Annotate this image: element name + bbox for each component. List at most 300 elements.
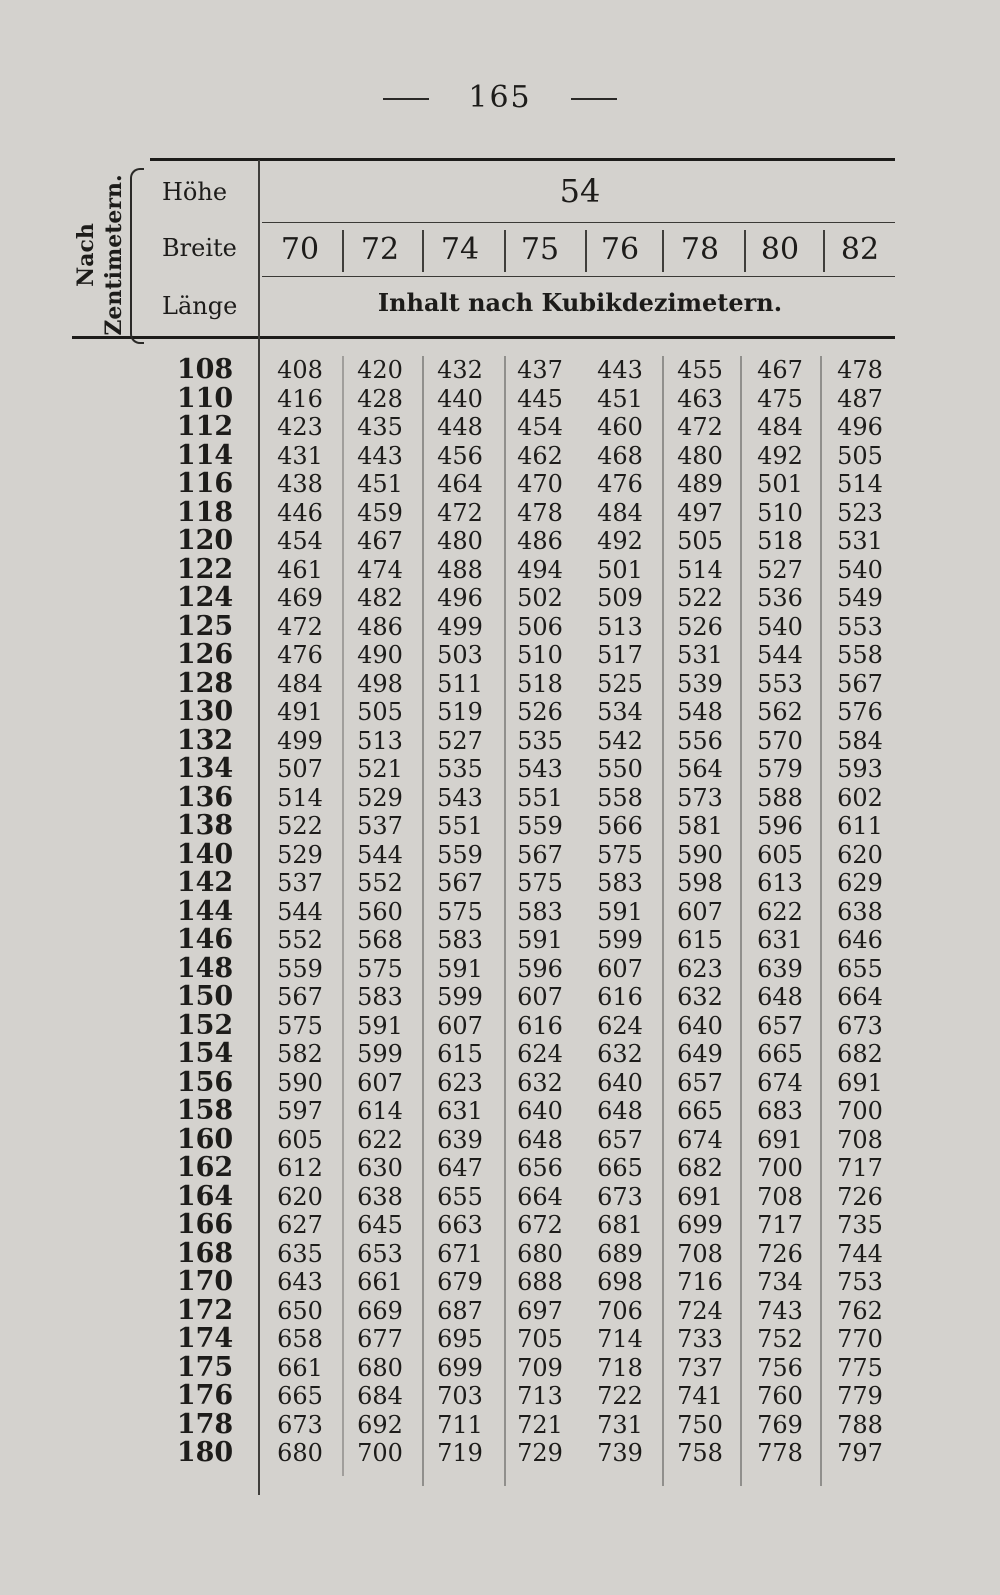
volume-cell: 443 <box>597 356 643 384</box>
volume-cell: 705 <box>517 1325 563 1353</box>
volume-cell: 558 <box>597 783 643 812</box>
volume-cell: 741 <box>677 1382 723 1410</box>
table-row <box>150 584 900 613</box>
volume-cell: 475 <box>757 384 803 413</box>
volume-cell: 529 <box>357 783 403 812</box>
volume-cells <box>260 584 900 613</box>
page-header <box>0 80 1000 115</box>
breite-value: 76 <box>600 232 640 267</box>
volume-cell: 584 <box>837 726 883 755</box>
length-value: 160 <box>176 1123 234 1155</box>
length-value: 148 <box>176 952 234 984</box>
volume-cell: 496 <box>837 413 883 441</box>
volume-cell: 489 <box>677 470 723 498</box>
volume-cell: 602 <box>837 783 883 812</box>
volume-cells <box>260 698 900 727</box>
volume-cell: 657 <box>677 1068 723 1097</box>
volume-cell: 779 <box>837 1382 883 1410</box>
volume-cell: 630 <box>357 1154 403 1182</box>
volume-cell: 497 <box>677 498 723 527</box>
volume-cell: 544 <box>277 897 323 926</box>
volume-cell: 682 <box>677 1154 723 1182</box>
volume-cell: 486 <box>517 527 563 555</box>
volume-cell: 575 <box>357 954 403 983</box>
volume-cell: 435 <box>357 413 403 441</box>
volume-cells <box>260 955 900 984</box>
volume-cells <box>260 1268 900 1297</box>
volume-cell: 460 <box>597 413 643 441</box>
volume-cell: 639 <box>437 1125 483 1154</box>
volume-cell: 750 <box>677 1410 723 1439</box>
volume-cell: 673 <box>597 1182 643 1211</box>
volume-cell: 575 <box>517 869 563 897</box>
volume-cell: 431 <box>277 441 323 470</box>
volume-cell: 582 <box>277 1040 323 1068</box>
volume-cells <box>260 641 900 670</box>
breite-values <box>260 228 900 272</box>
volume-cell: 548 <box>677 698 723 726</box>
volume-cell: 472 <box>437 498 483 527</box>
volume-cell: 478 <box>517 498 563 527</box>
volume-cell: 550 <box>597 755 643 783</box>
volume-cell: 537 <box>277 869 323 897</box>
volume-cell: 552 <box>277 926 323 954</box>
length-value: 125 <box>176 610 234 642</box>
volume-cell: 717 <box>757 1211 803 1239</box>
table-row <box>150 755 900 784</box>
volume-cell: 691 <box>757 1125 803 1154</box>
volume-cell: 535 <box>517 726 563 755</box>
volume-cell: 455 <box>677 356 723 384</box>
table-row <box>150 1439 900 1468</box>
table-row <box>150 527 900 556</box>
length-value: 162 <box>176 1152 234 1183</box>
volume-cell: 599 <box>597 926 643 954</box>
volume-cell: 632 <box>517 1068 563 1097</box>
volume-cell: 469 <box>277 584 323 612</box>
table-row <box>150 1211 900 1240</box>
volume-cell: 709 <box>517 1353 563 1382</box>
volume-cell: 501 <box>757 470 803 498</box>
length-value: 146 <box>176 924 234 955</box>
volume-cell: 531 <box>677 641 723 669</box>
volume-cell: 623 <box>677 954 723 983</box>
volume-cell: 459 <box>357 498 403 527</box>
volume-cell: 478 <box>837 356 883 384</box>
volume-cell: 700 <box>757 1154 803 1182</box>
volume-cell: 502 <box>517 584 563 612</box>
volume-cell: 689 <box>597 1239 643 1268</box>
volume-cell: 408 <box>277 356 323 384</box>
volume-cell: 440 <box>437 384 483 413</box>
length-value: 158 <box>176 1095 234 1126</box>
volume-cell: 531 <box>837 527 883 555</box>
volume-cell: 661 <box>357 1268 403 1296</box>
volume-cell: 576 <box>837 698 883 726</box>
volume-cell: 553 <box>837 612 883 641</box>
length-value: 142 <box>176 867 234 898</box>
volume-cell: 567 <box>437 869 483 897</box>
length-value: 110 <box>176 382 234 414</box>
volume-cell: 638 <box>357 1182 403 1211</box>
volume-cell: 583 <box>517 897 563 926</box>
volume-cell: 734 <box>757 1268 803 1296</box>
table-row <box>150 983 900 1012</box>
volume-cell: 646 <box>837 926 883 954</box>
volume-cell: 490 <box>357 641 403 669</box>
volume-cell: 535 <box>437 755 483 783</box>
volume-cell: 756 <box>757 1353 803 1382</box>
volume-cell: 688 <box>517 1268 563 1296</box>
brace <box>130 168 144 344</box>
volume-cell: 525 <box>597 669 643 698</box>
volume-cells <box>260 898 900 927</box>
volume-cell: 505 <box>357 698 403 726</box>
length-value: 136 <box>176 781 234 813</box>
volume-cells <box>260 413 900 442</box>
volume-cell: 488 <box>437 555 483 584</box>
volume-cell: 570 <box>757 726 803 755</box>
volume-cell: 588 <box>757 783 803 812</box>
volume-cell: 726 <box>757 1239 803 1268</box>
volume-cell: 775 <box>837 1353 883 1382</box>
volume-cell: 684 <box>357 1382 403 1410</box>
volume-cells <box>260 1097 900 1126</box>
volume-cells <box>260 1012 900 1041</box>
volume-cells <box>260 556 900 585</box>
volume-cell: 559 <box>277 954 323 983</box>
volume-cell: 713 <box>517 1382 563 1410</box>
volume-cell: 717 <box>837 1154 883 1182</box>
volume-cell: 583 <box>437 926 483 954</box>
volume-cell: 658 <box>277 1325 323 1353</box>
volume-cell: 467 <box>757 356 803 384</box>
volume-cell: 655 <box>437 1182 483 1211</box>
volume-cell: 509 <box>597 584 643 612</box>
volume-cell: 454 <box>517 413 563 441</box>
inhalt-label: Inhalt nach Kubikdezimetern. <box>377 288 783 317</box>
volume-cell: 624 <box>517 1040 563 1068</box>
volume-cell: 714 <box>597 1325 643 1353</box>
side-label-line-1: Nach <box>73 223 99 287</box>
volume-cell: 445 <box>517 384 563 413</box>
volume-cell: 540 <box>757 612 803 641</box>
table-row <box>150 812 900 841</box>
volume-cell: 551 <box>437 812 483 840</box>
volume-cell: 607 <box>597 954 643 983</box>
breite-value: 72 <box>360 232 400 267</box>
table-row <box>150 1268 900 1297</box>
volume-cell: 735 <box>837 1211 883 1239</box>
volume-cell: 506 <box>517 612 563 641</box>
volume-cell: 665 <box>277 1382 323 1410</box>
table-row <box>150 1066 900 1098</box>
volume-cells <box>260 613 900 642</box>
volume-cell: 591 <box>437 954 483 983</box>
volume-cell: 484 <box>277 669 323 698</box>
volume-cell: 716 <box>677 1268 723 1296</box>
volume-cell: 721 <box>517 1410 563 1439</box>
volume-cell: 598 <box>677 869 723 897</box>
volume-cell: 616 <box>597 983 643 1011</box>
length-value: 140 <box>176 838 234 870</box>
volume-cell: 590 <box>277 1068 323 1097</box>
volume-cell: 752 <box>757 1325 803 1353</box>
volume-cells <box>260 1154 900 1183</box>
volume-cell: 480 <box>677 441 723 470</box>
volume-cells <box>260 527 900 556</box>
volume-cell: 639 <box>757 954 803 983</box>
volume-cell: 643 <box>277 1268 323 1296</box>
volume-cell: 523 <box>837 498 883 527</box>
volume-cells <box>260 1240 900 1269</box>
volume-cell: 607 <box>517 983 563 1011</box>
length-value: 120 <box>176 525 234 556</box>
volume-cell: 680 <box>357 1353 403 1382</box>
table-row <box>150 1009 900 1041</box>
table-row <box>150 926 900 955</box>
volume-cell: 605 <box>277 1125 323 1154</box>
volume-cell: 597 <box>277 1097 323 1125</box>
volume-cell: 620 <box>837 840 883 869</box>
volume-cell: 526 <box>517 698 563 726</box>
volume-cells <box>260 1069 900 1098</box>
volume-cell: 706 <box>597 1296 643 1325</box>
volume-cell: 631 <box>437 1097 483 1125</box>
volume-cell: 527 <box>437 726 483 755</box>
breite-label: Breite <box>162 234 237 262</box>
laenge-label: Länge <box>162 292 238 320</box>
volume-cell: 762 <box>837 1296 883 1325</box>
volume-cell: 443 <box>357 441 403 470</box>
volume-cell: 567 <box>837 669 883 698</box>
volume-cell: 640 <box>597 1068 643 1097</box>
volume-cell: 551 <box>517 783 563 812</box>
volume-cell: 615 <box>437 1040 483 1068</box>
volume-cell: 665 <box>597 1154 643 1182</box>
table-row <box>150 1408 900 1440</box>
length-value: 122 <box>176 553 234 585</box>
volume-cell: 432 <box>437 356 483 384</box>
volume-cell: 726 <box>837 1182 883 1211</box>
volume-cell: 464 <box>437 470 483 498</box>
volume-cells <box>260 812 900 841</box>
volume-cell: 487 <box>837 384 883 413</box>
volume-cell: 691 <box>677 1182 723 1211</box>
table-row <box>150 667 900 699</box>
table-row <box>150 641 900 670</box>
page-number: 165 <box>468 80 532 115</box>
volume-cell: 657 <box>597 1125 643 1154</box>
length-value: 130 <box>176 696 234 727</box>
table-row <box>150 952 900 984</box>
length-value: 174 <box>176 1323 234 1354</box>
volume-cell: 596 <box>757 812 803 840</box>
volume-cell: 542 <box>597 726 643 755</box>
header-dash-right <box>571 98 617 100</box>
volume-cell: 552 <box>357 869 403 897</box>
volume-cell: 672 <box>517 1211 563 1239</box>
volume-cells <box>260 470 900 499</box>
volume-cell: 544 <box>757 641 803 669</box>
volume-cell: 474 <box>357 555 403 584</box>
volume-cell: 511 <box>437 669 483 698</box>
volume-cell: 451 <box>597 384 643 413</box>
volume-cell: 567 <box>517 840 563 869</box>
volume-cell: 472 <box>677 413 723 441</box>
volume-cell: 529 <box>277 840 323 869</box>
volume-cell: 519 <box>437 698 483 726</box>
volume-cell: 664 <box>517 1182 563 1211</box>
volume-cell: 729 <box>517 1439 563 1467</box>
volume-cell: 496 <box>437 584 483 612</box>
volume-cell: 494 <box>517 555 563 584</box>
volume-cell: 559 <box>437 840 483 869</box>
length-value: 175 <box>176 1351 234 1383</box>
table-row <box>150 496 900 528</box>
volume-cell: 462 <box>517 441 563 470</box>
volume-cell: 616 <box>517 1011 563 1040</box>
breite-value: 80 <box>760 232 800 267</box>
volume-cells <box>260 1325 900 1354</box>
table-row <box>150 413 900 442</box>
volume-cell: 770 <box>837 1325 883 1353</box>
volume-cell: 671 <box>437 1239 483 1268</box>
volume-cell: 556 <box>677 726 723 755</box>
volume-cell: 486 <box>357 612 403 641</box>
volume-cell: 491 <box>277 698 323 726</box>
volume-cells <box>260 926 900 955</box>
table-row <box>150 1237 900 1269</box>
table-row <box>150 553 900 585</box>
volume-cells <box>260 499 900 528</box>
volume-cell: 536 <box>757 584 803 612</box>
length-value: 114 <box>176 439 234 471</box>
volume-cells <box>260 727 900 756</box>
volume-cell: 758 <box>677 1439 723 1467</box>
breite-rule <box>262 276 895 277</box>
volume-cell: 700 <box>357 1439 403 1467</box>
volume-cell: 744 <box>837 1239 883 1268</box>
volume-cell: 697 <box>517 1296 563 1325</box>
volume-cell: 522 <box>277 812 323 840</box>
length-value: 126 <box>176 639 234 670</box>
table-row <box>150 470 900 499</box>
volume-cell: 480 <box>437 527 483 555</box>
volume-cell: 492 <box>597 527 643 555</box>
volume-cell: 724 <box>677 1296 723 1325</box>
length-value: 128 <box>176 667 234 699</box>
table-row <box>150 1123 900 1155</box>
table-row <box>150 724 900 756</box>
breite-value: 74 <box>440 232 480 267</box>
volume-cells <box>260 1382 900 1411</box>
volume-cells <box>260 1126 900 1155</box>
hoehe-label: Höhe <box>162 178 228 206</box>
volume-cell: 611 <box>837 812 883 840</box>
volume-cell: 513 <box>357 726 403 755</box>
volume-cells <box>260 755 900 784</box>
volume-cell: 583 <box>357 983 403 1011</box>
length-value: 124 <box>176 582 234 613</box>
volume-cell: 691 <box>837 1068 883 1097</box>
volume-cell: 632 <box>597 1040 643 1068</box>
top-rule <box>150 158 895 161</box>
volume-cell: 739 <box>597 1439 643 1467</box>
length-value: 172 <box>176 1294 234 1326</box>
volume-cell: 645 <box>357 1211 403 1239</box>
volume-cell: 623 <box>437 1068 483 1097</box>
length-value: 132 <box>176 724 234 756</box>
volume-cell: 708 <box>837 1125 883 1154</box>
volume-cell: 539 <box>677 669 723 698</box>
table-row <box>150 895 900 927</box>
volume-cell: 503 <box>437 641 483 669</box>
volume-cell: 650 <box>277 1296 323 1325</box>
volume-cell: 673 <box>277 1410 323 1439</box>
volume-cell: 648 <box>597 1097 643 1125</box>
volume-cell: 583 <box>597 869 643 897</box>
volume-cells <box>260 1040 900 1069</box>
volume-cell: 521 <box>357 755 403 783</box>
length-value: 134 <box>176 753 234 784</box>
volume-cell: 562 <box>757 698 803 726</box>
table-row <box>150 382 900 414</box>
volume-cell: 711 <box>437 1410 483 1439</box>
volume-cell: 635 <box>277 1239 323 1268</box>
volume-cells <box>260 983 900 1012</box>
breite-value: 78 <box>680 232 720 267</box>
breite-value: 70 <box>280 232 320 267</box>
volume-cell: 537 <box>357 812 403 840</box>
volume-cell: 640 <box>677 1011 723 1040</box>
volume-cells <box>260 1183 900 1212</box>
volume-cells <box>260 1297 900 1326</box>
volume-cell: 498 <box>357 669 403 698</box>
volume-cell: 454 <box>277 527 323 555</box>
volume-cell: 470 <box>517 470 563 498</box>
volume-cell: 695 <box>437 1325 483 1353</box>
volume-cell: 653 <box>357 1239 403 1268</box>
volume-cell: 484 <box>597 498 643 527</box>
volume-cell: 484 <box>757 413 803 441</box>
volume-cells <box>260 670 900 699</box>
volume-cell: 549 <box>837 584 883 612</box>
volume-cell: 655 <box>837 954 883 983</box>
table-row <box>150 838 900 870</box>
volume-cell: 553 <box>757 669 803 698</box>
volume-cell: 665 <box>757 1040 803 1068</box>
hoehe-value: 54 <box>559 172 601 210</box>
volume-cell: 499 <box>277 726 323 755</box>
volume-cell: 624 <box>597 1011 643 1040</box>
volume-cell: 575 <box>277 1011 323 1040</box>
volume-cell: 517 <box>597 641 643 669</box>
table-row <box>150 439 900 471</box>
breite-value: 75 <box>520 232 560 267</box>
volume-cell: 501 <box>597 555 643 584</box>
volume-cell: 778 <box>757 1439 803 1467</box>
length-value: 166 <box>176 1209 234 1240</box>
volume-cell: 428 <box>357 384 403 413</box>
length-value: 108 <box>176 354 234 385</box>
length-value: 150 <box>176 981 234 1012</box>
length-value: 170 <box>176 1266 234 1297</box>
table-row <box>150 610 900 642</box>
volume-cell: 420 <box>357 356 403 384</box>
volume-cell: 579 <box>757 755 803 783</box>
volume-cell: 664 <box>837 983 883 1011</box>
